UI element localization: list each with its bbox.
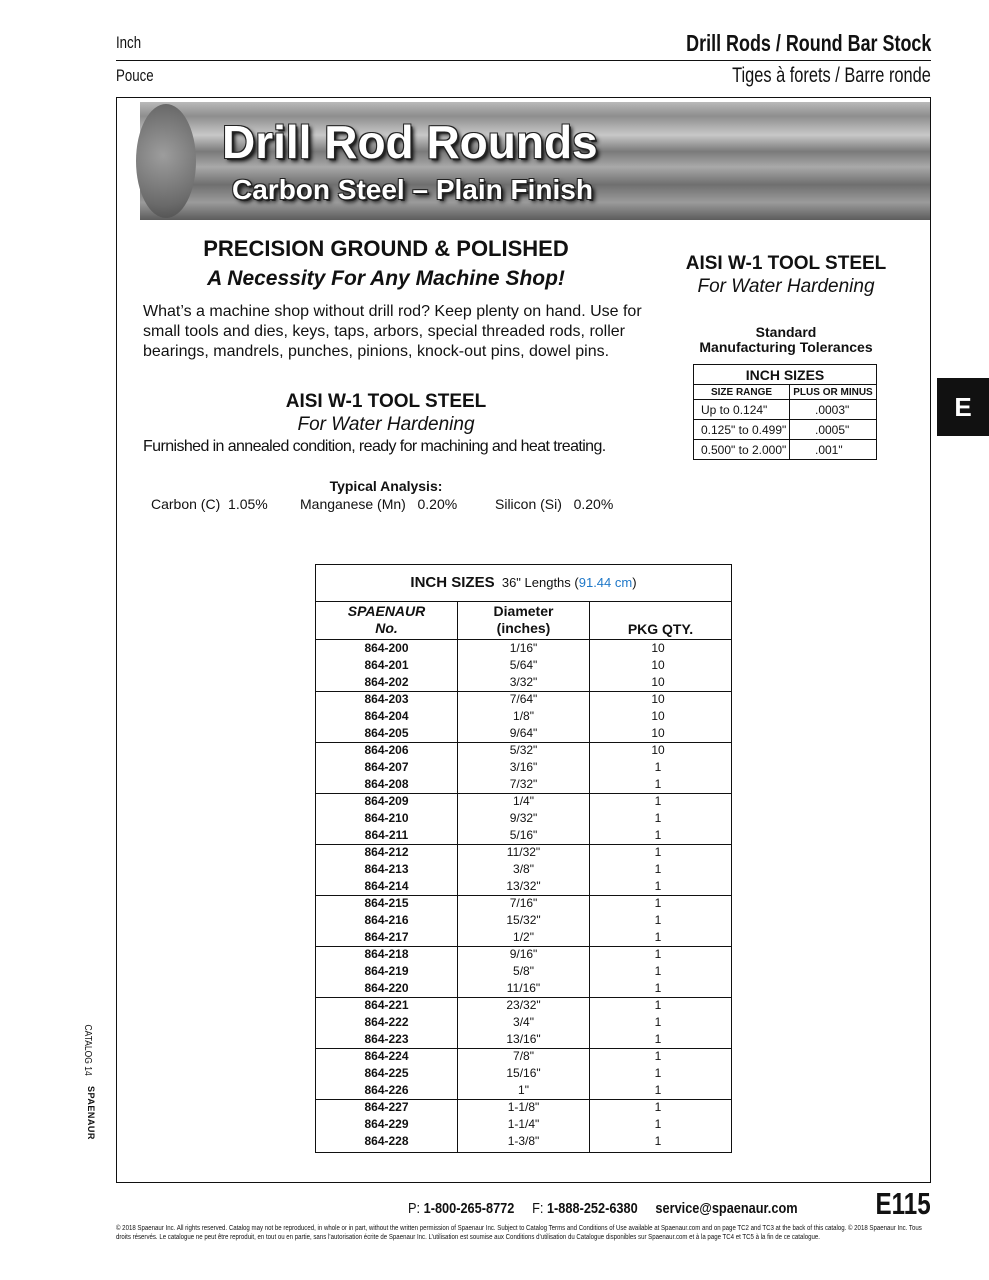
table-row [316,1048,731,1065]
tolerance-size: Up to 0.124" [694,400,790,420]
analysis-silicon [495,496,613,512]
diameter: 3/8" [513,862,534,876]
pkg-qty: 1 [654,913,662,927]
tolerance-size: 0.500" to 2.000" [694,440,790,460]
diameter: 1-3/8" [507,1134,540,1148]
table-row [316,810,731,827]
email-address: service@spaenaur.com [655,1200,798,1217]
diameter: 9/64" [509,726,538,740]
diameter: 11/32" [506,845,541,859]
intro-body: What’s a machine shop without drill rod? Keep plenty on hand. Use for small tools and dies, keys, taps, arbors, special threaded rods, roller bearings, mandrels, punches, pinions, knock-out pins, dowel pins. [143,303,642,360]
pkg-qty: 10 [651,726,665,740]
caption-close: ) [632,575,637,590]
part-number: 864-211 [364,828,409,842]
column-header-pkg-qty: PKG QTY. [627,621,694,637]
legal-notice: © 2018 Spaenaur Inc. All rights reserved. Catalog may not be reproduced, in whole or in part, without the written permission of Spaenaur Inc. Subject to Catalog Terms and Conditions of Use available at Spaenaur.com and on page TC2 and TC3 at the back of this catalog. © 2018 Spaenaur Inc. Tous droits réservés. Le catalogue ne peut être reproduit, en tout ou en partie, sans l’autorisation écrite de Spaenaur Inc. L’utilisation est soumise aux Conditions d’utilisation du Catalogue disponibles sur Spaenaur.com et à la page TC4 et TC5 à la fin de ce catalogue. [116,1225,922,1241]
table-row [316,1031,731,1048]
diameter: 13/32" [506,879,541,893]
diameter: 1/4" [513,794,534,808]
table-row [316,1082,731,1099]
part-number: 864-208 [364,777,409,791]
tolerance-value: .0003" [790,400,877,420]
part-number: 864-217 [364,930,409,944]
diameter: 3/16" [509,760,538,774]
analysis-carbon [151,496,268,512]
part-number: 864-220 [364,981,409,995]
diameter: 9/16" [509,947,538,961]
page-number: E115 [875,1186,931,1221]
header-section-title-en: Drill Rods / Round Bar Stock [685,30,931,56]
analysis-element: Carbon (C) [151,496,221,512]
pkg-qty: 1 [654,1032,662,1046]
pkg-qty: 1 [654,1083,662,1097]
diameter: 9/32" [509,811,538,825]
tolerance-value: .001" [790,440,877,460]
pkg-qty: 1 [654,879,662,893]
part-number: 864-228 [364,1134,409,1148]
part-number: 864-212 [364,845,409,859]
diameter: 5/16" [509,828,538,842]
table-row [316,997,731,1014]
diameter: 1" [518,1083,529,1097]
side-subheading: For Water Hardening [697,276,875,297]
table-row [316,793,731,810]
part-number: 864-201 [364,658,409,672]
banner-title: Drill Rod Rounds [222,116,598,168]
steel-heading: AISI W-1 TOOL STEEL [285,391,487,412]
pkg-qty: 1 [654,1134,662,1148]
column-header-diameter-line2: (inches) [496,620,551,636]
diameter: 13/16" [506,1032,541,1046]
part-number: 864-204 [364,709,409,723]
table-row [316,1099,731,1116]
column-header-diameter-line1: Diameter [493,603,554,619]
steel-subheading: For Water Hardening [297,414,475,435]
tolerance-header-plusminus: PLUS OR MINUS [790,385,877,400]
pkg-qty: 10 [651,743,665,757]
table-row [316,691,731,708]
pkg-qty: 1 [654,930,662,944]
diameter: 7/16" [509,896,538,910]
tolerance-title-line2: Manufacturing Tolerances [699,339,873,355]
tolerance-title [668,325,904,355]
furnished-note: Furnished in annealed condition, ready for machining and heat treating. [143,438,606,455]
part-number: 864-219 [364,964,409,978]
pkg-qty: 1 [654,845,662,859]
phone-number: 1-800-265-8772 [423,1200,515,1217]
table-row [316,929,731,946]
part-number: 864-227 [364,1100,409,1114]
table-row [316,861,731,878]
table-row [316,895,731,912]
pkg-qty: 10 [651,641,665,655]
part-number: 864-222 [364,1015,409,1029]
table-row [316,1133,731,1150]
part-number: 864-203 [364,692,409,706]
part-number: 864-206 [364,743,409,757]
diameter: 1-1/8" [507,1100,540,1114]
diameter: 7/32" [509,777,538,791]
pkg-qty: 1 [654,862,662,876]
pkg-qty: 1 [654,1049,662,1063]
tolerance-value: .0005" [790,420,877,440]
phone-label: P: [408,1200,421,1217]
analysis-element: Manganese (Mn) [300,496,406,512]
pkg-qty: 1 [654,777,662,791]
column-header-number-line2: No. [375,620,398,636]
part-number: 864-214 [364,879,409,893]
table-row [316,1116,731,1133]
pkg-qty: 1 [654,1117,662,1131]
part-number: 864-226 [364,1083,409,1097]
part-number: 864-229 [364,1117,409,1131]
tolerance-row [694,400,877,420]
table-row [316,708,731,725]
pkg-qty: 1 [654,1066,662,1080]
pkg-qty: 1 [654,760,662,774]
diameter: 5/64" [509,658,538,672]
pkg-qty: 1 [654,1015,662,1029]
intro-heading: PRECISION GROUND & POLISHED [203,236,569,261]
section-tab: E [937,378,989,436]
table-row [316,725,731,742]
margin-catalog-label: CATALOG 14 [82,1024,93,1076]
product-table [315,564,732,1153]
intro-subheading: A Necessity For Any Machine Shop! [207,267,565,290]
pkg-qty: 1 [654,998,662,1012]
part-number: 864-221 [364,998,409,1012]
margin-brand-label: SPAENAUR [86,1086,96,1140]
pkg-qty: 1 [654,981,662,995]
diameter: 1/8" [513,709,534,723]
tolerance-size: 0.125" to 0.499" [694,420,790,440]
part-number: 864-218 [364,947,409,961]
table-row [316,1014,731,1031]
analysis-manganese [300,496,457,512]
pkg-qty: 1 [654,811,662,825]
pkg-qty: 10 [651,658,665,672]
part-number: 864-213 [364,862,409,876]
part-number: 864-210 [364,811,409,825]
diameter: 15/16" [506,1066,541,1080]
diameter: 1-1/4" [507,1117,540,1131]
tolerance-header-size: SIZE RANGE [694,385,790,400]
pkg-qty: 1 [654,964,662,978]
side-heading: AISI W-1 TOOL STEEL [685,253,887,274]
tolerance-row [694,440,877,460]
part-number: 864-200 [364,641,409,655]
diameter: 7/64" [509,692,538,706]
diameter: 5/8" [513,964,534,978]
tolerance-row [694,420,877,440]
column-header-number [316,603,457,637]
diameter: 11/16" [506,981,541,995]
diameter: 3/32" [509,675,538,689]
tolerance-caption: INCH SIZES [694,365,877,385]
part-number: 864-209 [364,794,409,808]
part-number: 864-207 [364,760,409,774]
diameter: 3/4" [513,1015,534,1029]
diameter: 15/32" [506,913,541,927]
part-number: 864-225 [364,1066,409,1080]
table-row [316,844,731,861]
fax-label: F: [532,1200,544,1217]
table-row [316,980,731,997]
table-row [316,946,731,963]
part-number: 864-215 [364,896,409,910]
rod-end-face [136,104,196,218]
pkg-qty: 1 [654,794,662,808]
column-header-diameter [458,603,589,637]
part-number: 864-216 [364,913,409,927]
caption-text: 36" Lengths ( [501,575,579,590]
pkg-qty: 1 [654,947,662,961]
table-row [316,1065,731,1082]
caption-bold: INCH SIZES [410,574,495,591]
diameter: 5/32" [509,743,538,757]
footer-contact [408,1200,798,1217]
header-unit-en: Inch [116,33,142,52]
analysis-value: 0.20% [573,496,614,512]
table-row [316,878,731,895]
table-row [316,963,731,980]
diameter: 7/8" [513,1049,534,1063]
pkg-qty: 1 [654,828,662,842]
product-table-caption [316,565,731,602]
diameter: 23/32" [506,998,541,1012]
diameter: 1/16" [509,641,538,655]
part-number: 864-224 [364,1049,409,1063]
pkg-qty: 10 [651,692,665,706]
column-header-number-line1: SPAENAUR [347,603,426,619]
header-section-title-fr: Tiges à forets / Barre ronde [732,64,931,87]
fax-number: 1-888-252-6380 [546,1200,638,1217]
diameter: 1/2" [513,930,534,944]
table-row [316,742,731,759]
table-row [316,657,731,674]
table-row [316,912,731,929]
part-number: 864-223 [364,1032,409,1046]
caption-metric: 91.44 cm [578,575,633,590]
table-row [316,640,731,657]
table-row [316,776,731,793]
analysis-element: Silicon (Si) [495,496,562,512]
analysis-value: 1.05% [228,496,268,512]
pkg-qty: 1 [654,896,662,910]
pkg-qty: 1 [654,1100,662,1114]
tolerance-title-line1: Standard [755,324,817,340]
pkg-qty: 10 [651,709,665,723]
typical-analysis-label: Typical Analysis: [329,478,443,494]
table-row [316,827,731,844]
analysis-value: 0.20% [417,496,458,512]
part-number: 864-202 [364,675,409,689]
banner-subtitle: Carbon Steel – Plain Finish [232,174,593,205]
pkg-qty: 10 [651,675,665,689]
tolerance-table [693,364,877,460]
part-number: 864-205 [364,726,409,740]
table-row [316,759,731,776]
table-row [316,674,731,691]
header-rule [116,60,931,61]
header-unit-fr: Pouce [116,66,154,85]
